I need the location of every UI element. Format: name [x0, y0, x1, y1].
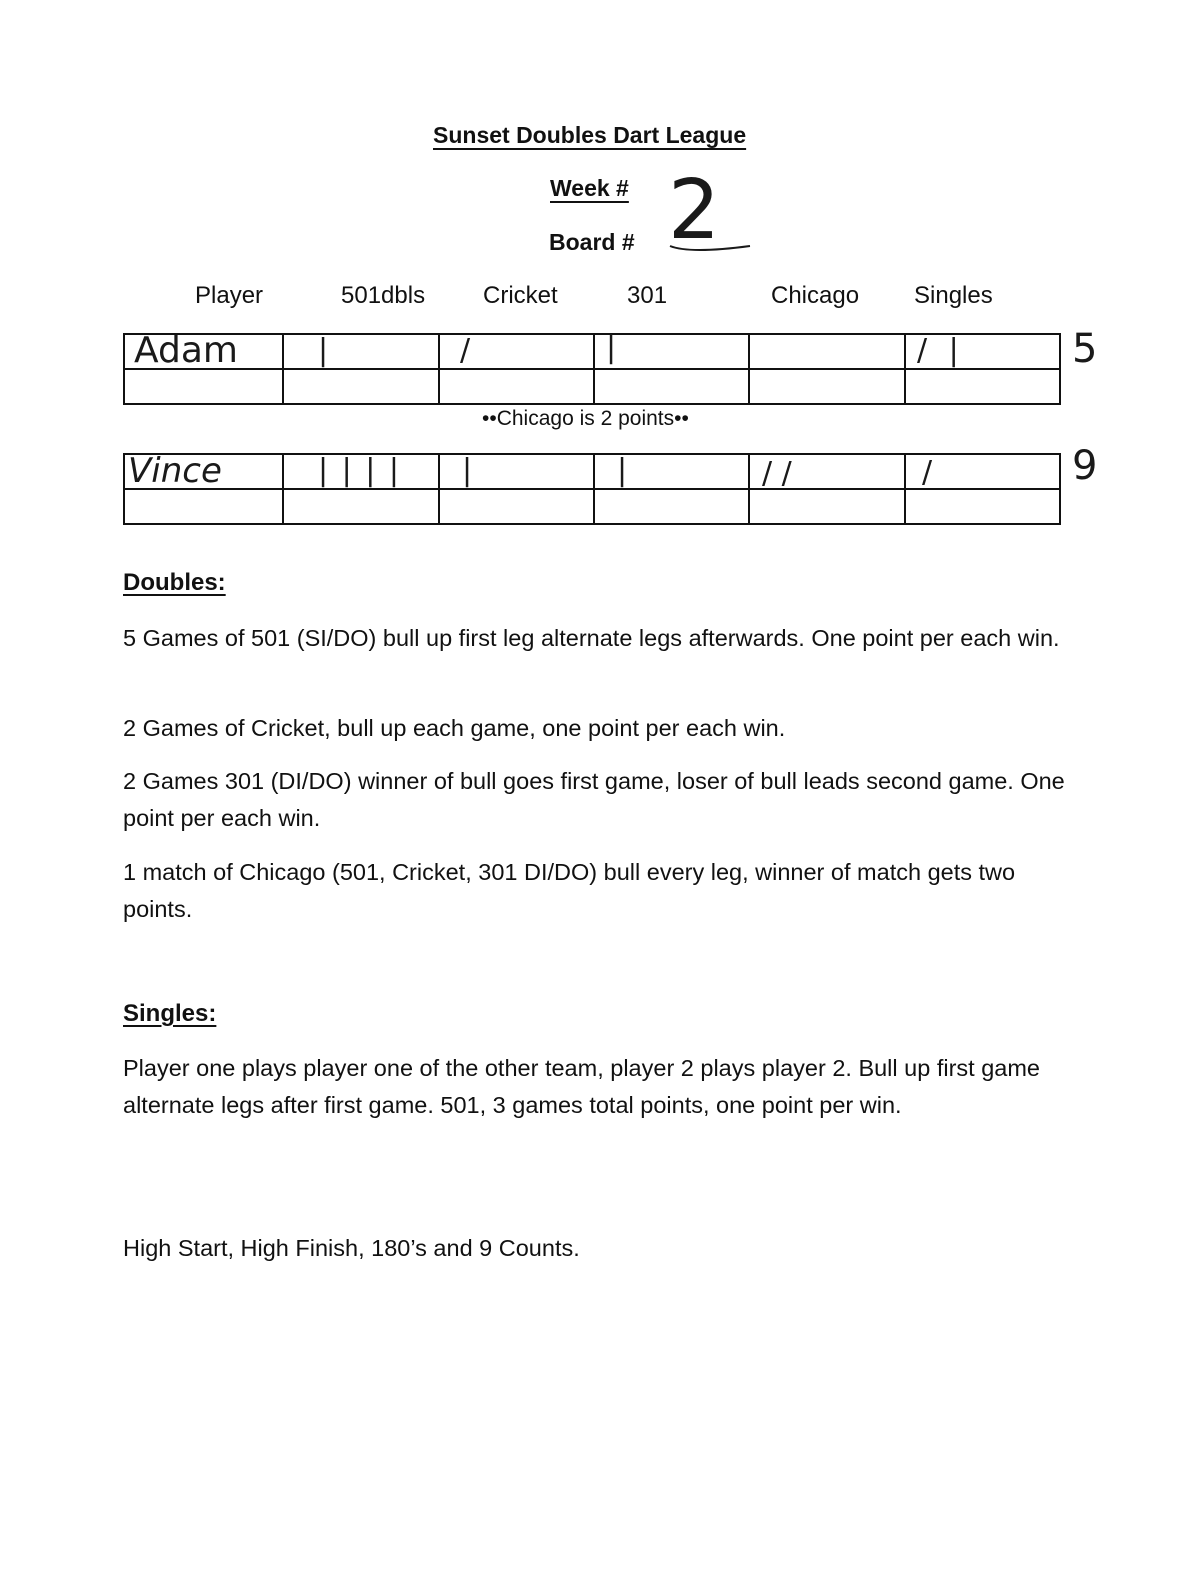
- doubles-heading: Doubles:: [123, 569, 226, 596]
- team-1-total: 5: [1072, 326, 1098, 372]
- team-1-cricket-tally: /: [460, 333, 477, 368]
- score-cell: [749, 334, 904, 369]
- score-cell: [283, 489, 438, 524]
- score-cell: [594, 489, 749, 524]
- chicago-note: ••Chicago is 2 points••: [482, 407, 689, 430]
- player-name-cell: [124, 489, 283, 524]
- column-header-singles: Singles: [914, 282, 993, 309]
- league-title: Sunset Doubles Dart League: [433, 122, 747, 148]
- column-header-chicago: Chicago: [771, 282, 860, 309]
- team-1-singles-tally: / |: [917, 333, 965, 368]
- doubles-rule-cricket: 2 Games of Cricket, bull up each game, one point per each win.: [123, 715, 786, 741]
- doubles-rule-501: 5 Games of 501 (SI/DO) bull up first leg alternate legs afterwards. One point per each win.: [123, 625, 1060, 651]
- score-cell: [905, 369, 1060, 404]
- board-label: Board #: [549, 229, 635, 255]
- footer-note: High Start, High Finish, 180’s and 9 Counts.: [123, 1235, 580, 1261]
- team-2-chicago-tally: / /: [762, 456, 792, 491]
- score-grid-team-2: [123, 453, 1061, 525]
- week-value: 2: [668, 163, 721, 258]
- team-1-301-tally: |: [606, 330, 623, 365]
- score-cell: [439, 489, 594, 524]
- score-cell: [749, 489, 904, 524]
- week-label: Week #: [550, 175, 629, 201]
- score-cell: [594, 369, 749, 404]
- singles-rule: Player one plays player one of the other team, player 2 plays player 2. Bull up first game alternate legs after first game. 501, 3 games total points, one point per win.: [123, 1055, 1040, 1118]
- team-2-singles-tally: /: [922, 455, 939, 490]
- team-2-501dbls-tally: | | | |: [318, 453, 402, 488]
- team-1-501dbls-tally: |: [318, 333, 335, 368]
- column-header-301: 301: [627, 282, 668, 309]
- team-1-player-name: Adam: [134, 330, 238, 371]
- score-cell: [283, 334, 438, 369]
- doubles-rule-301: 2 Games 301 (DI/DO) winner of bull goes first game, loser of bull leads second game. One point per each win.: [123, 768, 1065, 831]
- team-2-301-tally: |: [617, 453, 634, 488]
- singles-heading: Singles:: [123, 1000, 217, 1027]
- score-cell: [439, 369, 594, 404]
- column-header-player: Player: [195, 282, 264, 309]
- team-2-player-name: Vince: [128, 451, 222, 491]
- score-cell: [283, 369, 438, 404]
- player-name-cell: [124, 369, 283, 404]
- score-cell: [905, 489, 1060, 524]
- team-2-cricket-tally: |: [462, 453, 479, 488]
- column-header-501dbls: 501dbls: [341, 282, 426, 309]
- week-value-underline: [660, 236, 760, 256]
- team-2-total: 9: [1072, 443, 1098, 489]
- doubles-rule-chicago: 1 match of Chicago (501, Cricket, 301 DI/DO) bull every leg, winner of match gets two points.: [123, 859, 1016, 922]
- column-header-cricket: Cricket: [483, 282, 558, 309]
- score-cell: [749, 369, 904, 404]
